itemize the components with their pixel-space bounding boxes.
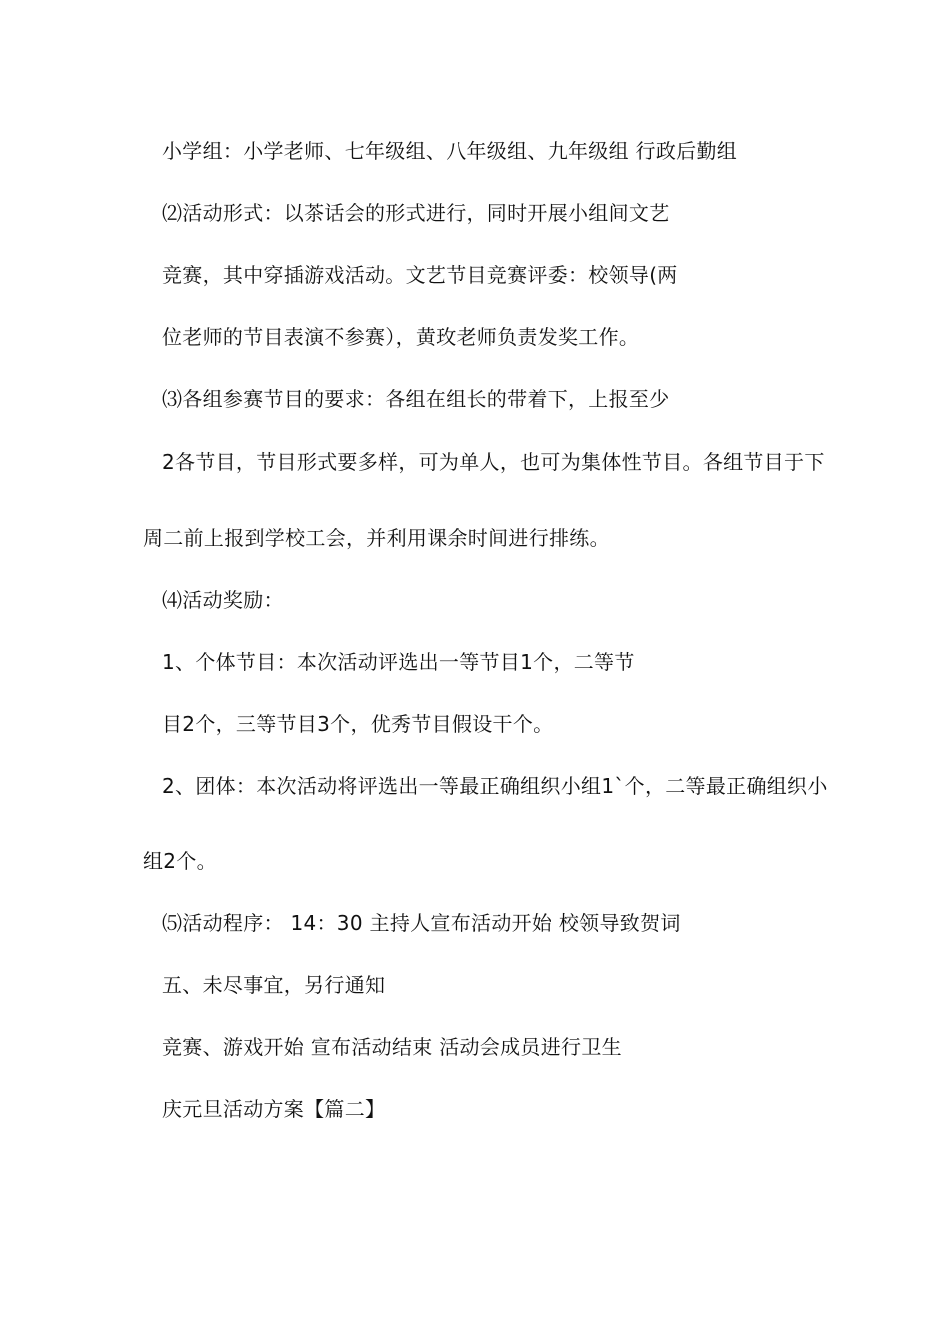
text-line-awards-heading: ⑷活动奖励： (162, 588, 284, 612)
text-line-activity-form: ⑵活动形式：以茶话会的形式进行，同时开展小组间文艺 (162, 201, 670, 225)
text-line-competition: 竞赛，其中穿插游戏活动。文艺节目竞赛评委：校领导(两 (162, 263, 678, 287)
text-line-notice: 五、未尽事宜，另行通知 (162, 973, 386, 997)
text-line-individual-awards: 1、个体节目：本次活动评选出一等节目1个，二等节 (162, 650, 635, 674)
text-line-programs: 2各节目，节目形式要多样，可为单人，也可为集体性节目。各组节目于下 (162, 450, 825, 474)
text-line-section-title: 庆元旦活动方案【篇二】 (162, 1097, 386, 1121)
text-line-group-awards: 2、团体：本次活动将评选出一等最正确组织小组1`个，二等最正确组织小 (162, 774, 828, 798)
text-line-submission: 周二前上报到学校工会，并利用课余时间进行排练。 (143, 526, 610, 550)
text-line-individual-cont: 目2个，三等节目3个，优秀节目假设干个。 (162, 712, 554, 736)
text-line-group-awards-cont: 组2个。 (143, 849, 217, 873)
text-line-teachers: 位老师的节目表演不参赛），黄玫老师负责发奖工作。 (162, 325, 640, 349)
text-line-groups: 小学组：小学老师、七年级组、八年级组、九年级组 行政后勤组 (162, 139, 738, 163)
text-line-schedule: 竞赛、游戏开始 宣布活动结束 活动会成员进行卫生 (162, 1035, 622, 1059)
text-line-requirements: ⑶各组参赛节目的要求：各组在组长的带着下，上报至少 (162, 387, 670, 411)
text-line-procedure: ⑸活动程序： 14：30 主持人宣布活动开始 校领导致贺词 (162, 911, 681, 935)
